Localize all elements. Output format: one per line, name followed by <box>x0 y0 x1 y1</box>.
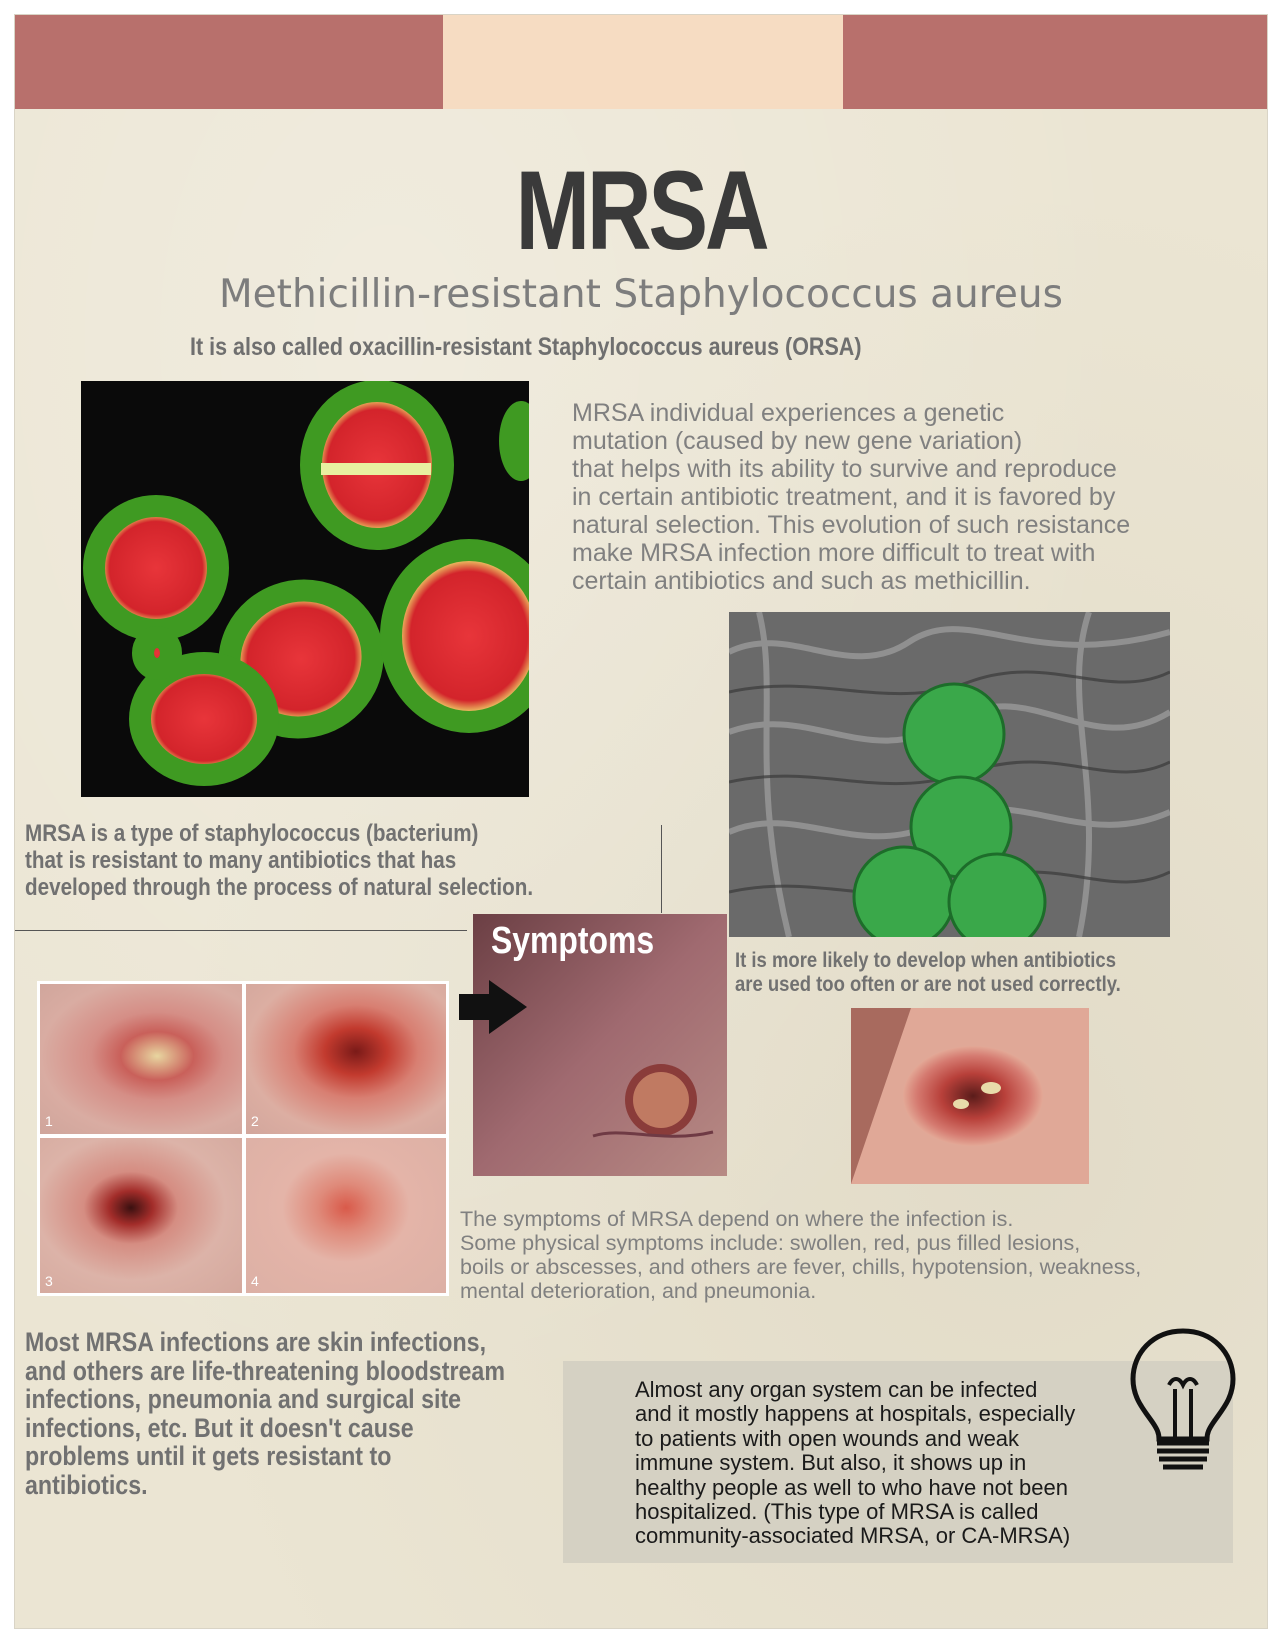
callout-text: Almost any organ system can be infected and it mostly happens at hospitals, especially to patients with open wounds and weak immune system. But also, it shows up in healthy people as well to who have not been hospitalized. (This type of MRSA is called community-associated MRSA, or CA-MRSA) <box>635 1377 1076 1549</box>
horizontal-divider <box>15 930 467 931</box>
header-band-left <box>15 15 443 109</box>
lesion-panel-label: 4 <box>251 1273 259 1289</box>
lesion-panel <box>40 984 242 1134</box>
header-band-center <box>443 15 843 109</box>
lesion-photo-image <box>851 1008 1089 1184</box>
header-band-right <box>843 15 1267 109</box>
infections-text: Most MRSA infections are skin infections, and others are life-threatening bloodstream infections, pneumonia and surgical site infections, etc. But it doesn't cause problems until it gets resistant to antibiotics. <box>25 1327 505 1500</box>
page-title: MRSA <box>515 148 767 273</box>
antibiotic-note: It is more likely to develop when antibiotics are used too often or are not used correctly. <box>735 949 1121 996</box>
symptoms-description: The symptoms of MRSA depend on where the infection is. Some physical symptoms include: swollen, red, pus filled lesions, boils or abscesses, and others are fever, chills, hypotension, weakness, mental deterioration, and pneumonia. <box>460 1207 1142 1303</box>
alternate-name: It is also called oxacillin-resistant Staphylococcus aureus (ORSA) <box>190 333 862 361</box>
vertical-divider <box>661 825 662 913</box>
page-subtitle: Methicillin-resistant Staphylococcus aureus <box>219 272 1063 317</box>
bacteria-micrograph-image <box>81 381 529 797</box>
intro-paragraph: MRSA individual experiences a genetic mutation (caused by new gene variation) that helps with its ability to survive and reproduce in certain antibiotic treatment, and it is favored by natural selection. This evolution of such resistance make MRSA infection more difficult to treat with certain antibiotics and such as methicillin. <box>572 399 1131 595</box>
lesion-panel <box>246 1138 446 1293</box>
lesion-panel-label: 1 <box>45 1113 53 1129</box>
symptoms-heading: Symptoms <box>491 920 655 962</box>
lesion-panel-label: 2 <box>251 1113 259 1129</box>
lesion-panel-label: 3 <box>45 1273 53 1289</box>
lesion-progression-grid <box>37 981 449 1296</box>
definition-text: MRSA is a type of staphylococcus (bacterium) that is resistant to many antibiotics that has developed through the process of natural selection. <box>25 820 534 901</box>
poster-page <box>14 14 1268 1629</box>
lightbulb-icon <box>1127 1325 1239 1482</box>
lesion-panel <box>40 1138 242 1293</box>
lesion-panel <box>246 984 446 1134</box>
bacteria-sem-image <box>729 612 1170 937</box>
